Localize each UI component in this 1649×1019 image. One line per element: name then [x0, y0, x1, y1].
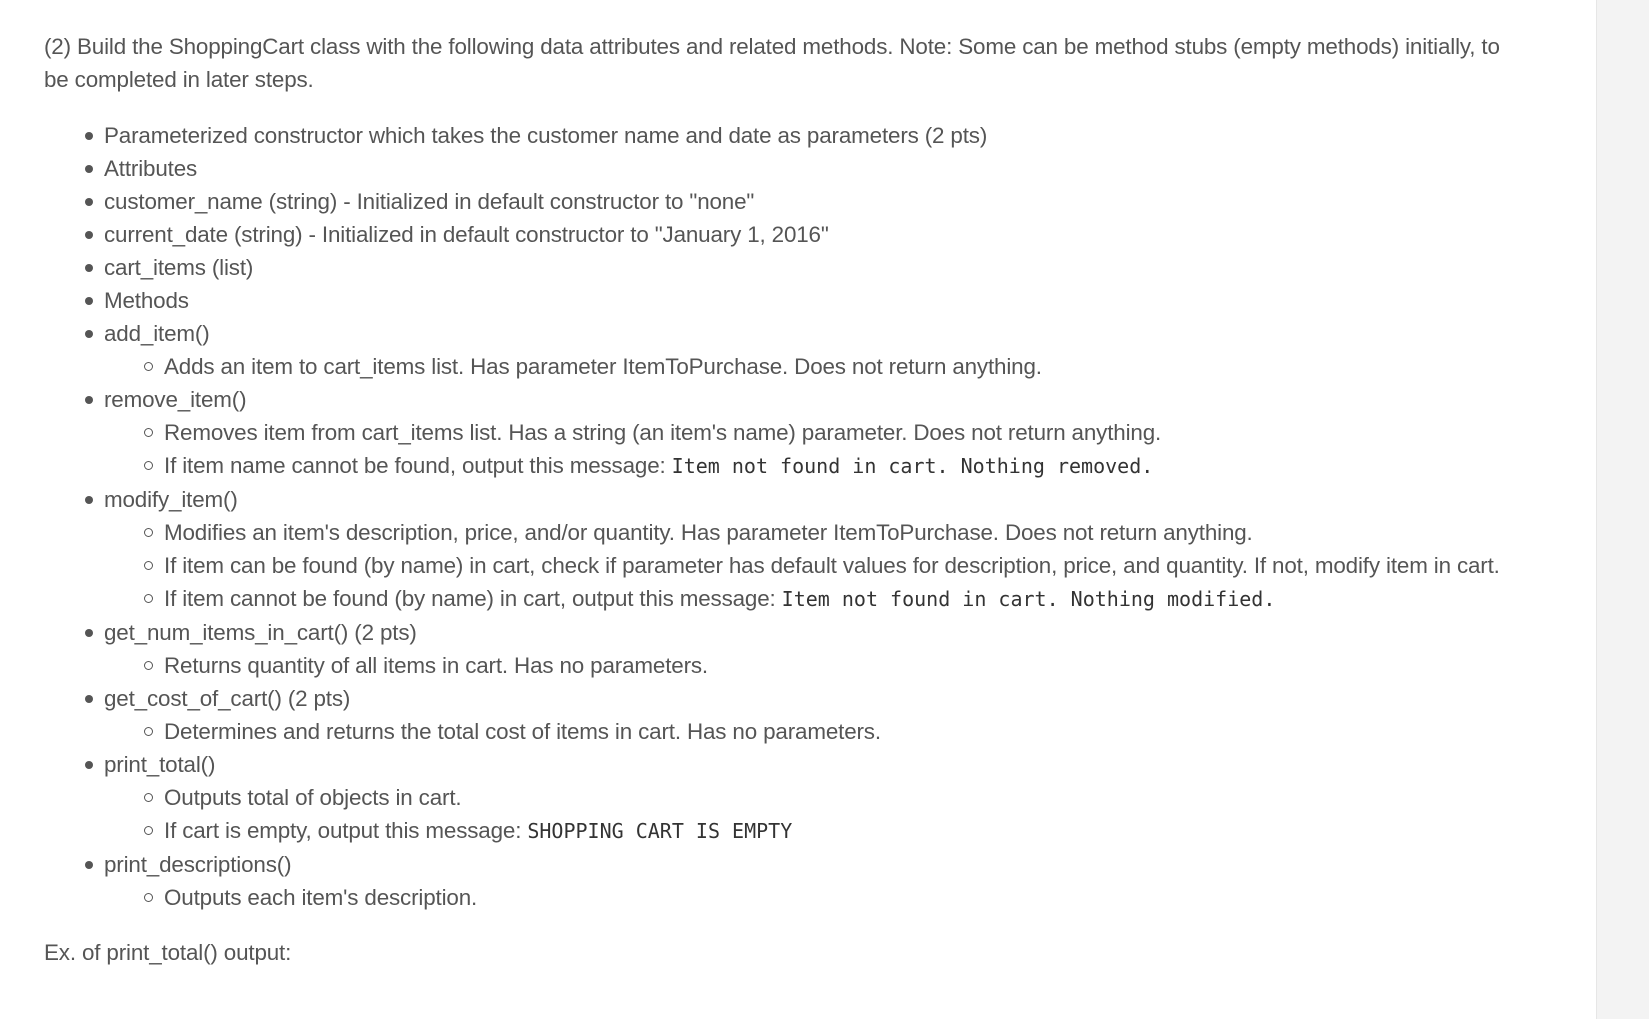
sub-list-item: If cart is empty, output this message: SHOPPING CART IS EMPTY: [164, 814, 1504, 848]
code-message: Item not found in cart. Nothing removed.: [671, 454, 1154, 478]
sub-list: [104, 715, 1504, 748]
list-item: customer_name (string) - Initialized in default constructor to "none": [104, 185, 1504, 218]
list-item: Attributes: [104, 152, 1504, 185]
list-item: modify_item() Modifies an item's description, price, and/or quantity. Has parameter ItemToPurchase. Does not return anything. If item can be found (by name) in cart, check if parameter has default values for description, price, and quantity. If not, modify item in cart. If item cannot be found (by name) in cart, output this message: Item not found in cart. Nothing modified.: [104, 483, 1504, 616]
sub-list-item: Outputs total of objects in cart.: [164, 781, 1504, 814]
sub-list-item: If item cannot be found (by name) in cart, output this message: Item not found in cart. Nothing modified.: [164, 582, 1504, 616]
example-heading: Ex. of print_total() output:: [44, 940, 292, 965]
list-item: print_descriptions() Outputs each item's description.: [104, 848, 1504, 914]
intro-paragraph: (2) Build the ShoppingCart class with the following data attributes and related methods. Note: Some can be method stubs (empty methods) initially, to be completed in later steps.: [44, 34, 1500, 92]
sub-list: [104, 649, 1504, 682]
sub-list-item: Determines and returns the total cost of items in cart. Has no parameters.: [164, 715, 1504, 748]
sub-list-item: Modifies an item's description, price, and/or quantity. Has parameter ItemToPurchase. Does not return anything.: [164, 516, 1504, 549]
sub-list-item: Outputs each item's description.: [164, 881, 1504, 914]
list-item: current_date (string) - Initialized in default constructor to "January 1, 2016": [104, 218, 1504, 251]
list-item: print_total() Outputs total of objects in cart. If cart is empty, output this message: SHOPPING CART IS EMPTY: [104, 748, 1504, 848]
sub-list: [104, 350, 1504, 383]
sub-list-item: Returns quantity of all items in cart. Has no parameters.: [164, 649, 1504, 682]
list-item: Methods: [104, 284, 1504, 317]
requirements-list: [44, 119, 1504, 914]
list-item: add_item() Adds an item to cart_items list. Has parameter ItemToPurchase. Does not return anything.: [104, 317, 1504, 383]
sub-list-item: Adds an item to cart_items list. Has parameter ItemToPurchase. Does not return anything.: [164, 350, 1504, 383]
instructions-content: [44, 30, 1504, 969]
code-message: Item not found in cart. Nothing modified.: [781, 587, 1276, 611]
right-side-panel: [1596, 0, 1649, 1019]
list-item: cart_items (list): [104, 251, 1504, 284]
list-item: Parameterized constructor which takes the customer name and date as parameters (2 pts): [104, 119, 1504, 152]
list-item: get_num_items_in_cart() (2 pts) Returns quantity of all items in cart. Has no parameters.: [104, 616, 1504, 682]
list-item: get_cost_of_cart() (2 pts) Determines and returns the total cost of items in cart. Has no parameters.: [104, 682, 1504, 748]
sub-list-item: If item can be found (by name) in cart, check if parameter has default values for description, price, and quantity. If not, modify item in cart.: [164, 549, 1504, 582]
sub-list: [104, 416, 1504, 483]
sub-list: [104, 781, 1504, 848]
code-message: SHOPPING CART IS EMPTY: [527, 819, 793, 843]
sub-list-item: Removes item from cart_items list. Has a string (an item's name) parameter. Does not return anything.: [164, 416, 1504, 449]
sub-list: [104, 881, 1504, 914]
list-item: remove_item() Removes item from cart_items list. Has a string (an item's name) parameter. Does not return anything. If item name cannot be found, output this message: Item not found in cart. Nothing removed.: [104, 383, 1504, 483]
sub-list-item: If item name cannot be found, output this message: Item not found in cart. Nothing removed.: [164, 449, 1504, 483]
sub-list: [104, 516, 1504, 616]
